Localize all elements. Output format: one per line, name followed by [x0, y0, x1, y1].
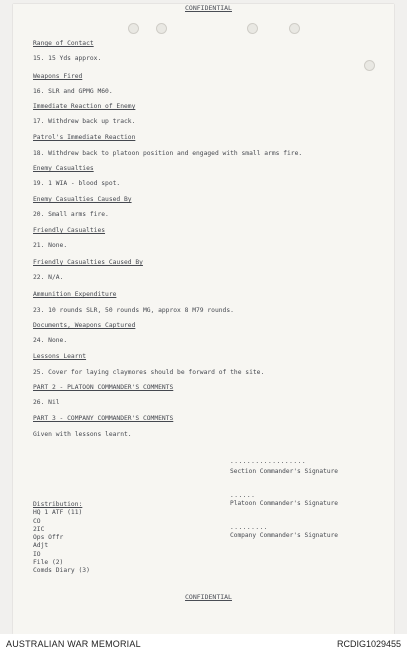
section-body: 15. 15 Yds approx.: [33, 55, 102, 62]
section-body: 20. Small arms fire.: [33, 211, 109, 218]
signature-line: ......: [230, 492, 256, 499]
punch-hole: [156, 23, 167, 34]
part-heading: PART 3 - COMPANY COMMANDER'S COMMENTS: [33, 415, 174, 422]
section-body: 18. Withdrew back to platoon position and engaged with small arms fire.: [33, 150, 303, 157]
classification-top: CONFIDENTIAL: [185, 4, 232, 12]
section-body: 24. None.: [33, 337, 68, 344]
punch-hole: [128, 23, 139, 34]
signature-line: ..................: [230, 458, 307, 465]
distribution-item: 2IC: [33, 525, 45, 533]
archive-reference: RCDIG1029455: [336, 639, 401, 649]
section-heading: Range of Contact: [33, 40, 94, 47]
punch-hole: [289, 23, 300, 34]
section-heading: Patrol's Immediate Reaction: [33, 134, 136, 141]
document-page: [13, 4, 394, 634]
distribution-list: [33, 501, 90, 576]
section-heading: Lessons Learnt: [33, 353, 87, 360]
archive-name: AUSTRALIAN WAR MEMORIAL: [6, 639, 141, 649]
part-heading: PART 2 - PLATOON COMMANDER'S COMMENTS: [33, 384, 174, 391]
section-heading: Documents, Weapons Captured: [33, 322, 136, 329]
section-heading: Friendly Casualties Caused By: [33, 259, 143, 266]
distribution-item: HQ 1 ATF (11): [33, 509, 83, 517]
section-body: 22. N/A.: [33, 274, 64, 281]
platoon-commander-signature-label: Platoon Commander's Signature: [230, 500, 339, 507]
distribution-item: IO: [33, 550, 41, 558]
distribution-heading: Distribution:: [33, 501, 83, 508]
section-heading: Enemy Casualties Caused By: [33, 196, 132, 203]
classification-bottom: CONFIDENTIAL: [185, 593, 232, 601]
distribution-item: File (2): [33, 559, 64, 567]
distribution-item: Adjt: [33, 542, 49, 550]
punch-hole: [247, 23, 258, 34]
section-body: 26. Nil: [33, 399, 60, 406]
archive-footer: [0, 634, 407, 654]
section-body: 19. 1 WIA - blood spot.: [33, 180, 121, 187]
section-commander-signature-label: Section Commander's Signature: [230, 468, 339, 475]
distribution-item: Comds Diary (3): [33, 567, 90, 575]
distribution-item: Ops Offr: [33, 534, 64, 542]
distribution-item: CO: [33, 517, 41, 525]
section-heading: Ammunition Expenditure: [33, 291, 117, 298]
section-heading: Friendly Casualties: [33, 227, 106, 234]
section-body: Given with lessons learnt.: [33, 431, 132, 438]
section-body: 25. Cover for laying claymores should be forward of the site.: [33, 369, 265, 376]
punch-hole: [364, 60, 375, 71]
section-heading: Immediate Reaction of Enemy: [33, 103, 136, 110]
signature-line: .........: [230, 524, 269, 531]
section-body: 23. 10 rounds SLR, 50 rounds MG, approx 8 M79 rounds.: [33, 307, 234, 314]
section-body: 21. None.: [33, 242, 68, 249]
section-heading: Enemy Casualties: [33, 165, 94, 172]
company-commander-signature-label: Company Commander's Signature: [230, 532, 339, 539]
section-body: 16. SLR and GPMG M60.: [33, 88, 113, 95]
section-heading: Weapons Fired: [33, 73, 83, 80]
section-body: 17. Withdrew back up track.: [33, 118, 136, 125]
